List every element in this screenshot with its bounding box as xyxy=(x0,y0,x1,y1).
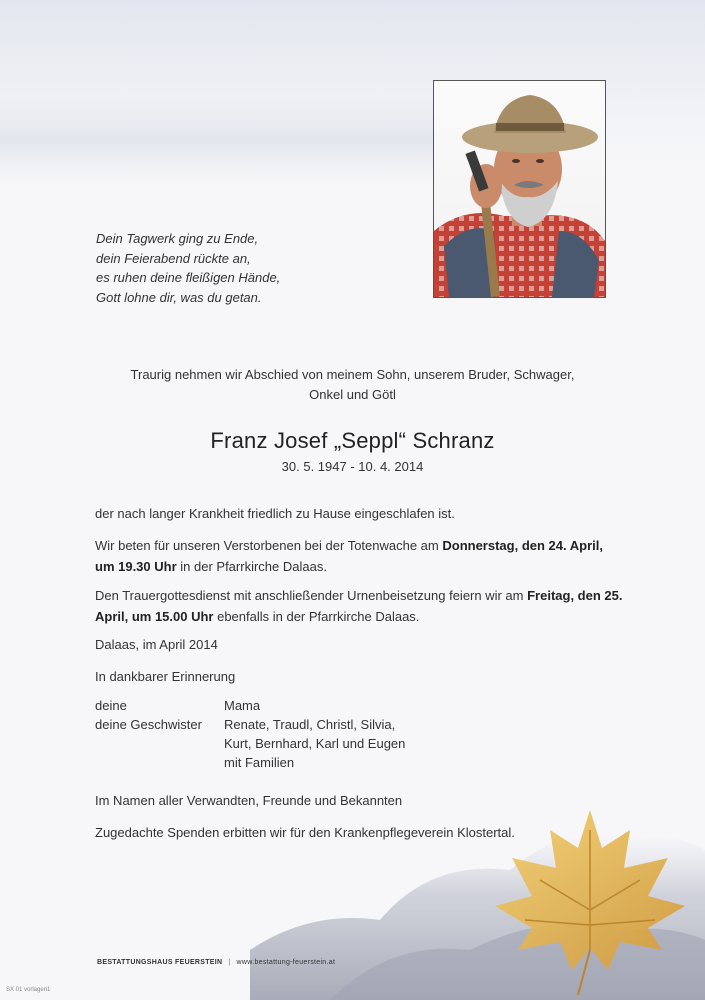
mountain-mist xyxy=(0,95,440,185)
mourner-row xyxy=(95,734,405,753)
funeral-paragraph xyxy=(95,585,625,627)
mourner-names: Mama xyxy=(224,698,261,713)
funeral-home-url[interactable]: www.bestattung-feuerstein.at xyxy=(236,959,336,966)
funeral-home-footer xyxy=(97,959,335,966)
intro-line-2: Onkel und Götl xyxy=(309,387,396,402)
funeral-location: ebenfalls in der Pfarrkirche Dalaas. xyxy=(213,609,420,624)
mourner-row xyxy=(95,715,405,734)
vigil-date: Donnerstag, den 24. April, um 19.30 Uhr xyxy=(95,538,603,574)
verse-line: Dein Tagwerk ging zu Ende, xyxy=(96,231,259,246)
memorial-verse xyxy=(96,229,396,307)
mourner-role xyxy=(95,753,224,772)
mourners-list xyxy=(95,696,405,772)
mourner-names: Kurt, Bernhard, Karl und Eugen xyxy=(224,736,406,751)
mourner-role: deine xyxy=(95,698,127,713)
rocks-and-leaf-decoration xyxy=(250,800,705,1000)
verse-line: es ruhen deine fleißigen Hände, xyxy=(96,270,281,285)
template-code: SX 01 vorlagen1 xyxy=(6,987,51,993)
vigil-text: Wir beten für unseren Verstorbenen bei der Totenwache am xyxy=(95,538,443,553)
funeral-home-name: BESTATTUNGSHAUS FEUERSTEIN xyxy=(97,959,223,966)
passing-note: der nach langer Krankheit friedlich zu Hause eingeschlafen ist. xyxy=(95,506,455,521)
announcement-intro xyxy=(60,365,645,405)
on-behalf-line: Im Namen aller Verwandten, Freunde und Bekannten xyxy=(95,793,403,808)
footer-separator: | xyxy=(228,959,231,966)
deceased-name: Franz Josef „Seppl“ Schranz xyxy=(210,428,495,453)
mourner-row xyxy=(95,696,405,715)
remembrance-line: In dankbarer Erinnerung xyxy=(95,669,236,684)
mourner-row xyxy=(95,753,405,772)
funeral-date: Freitag, den 25. April, um 15.00 Uhr xyxy=(95,588,623,624)
verse-line: Gott lohne dir, was du getan. xyxy=(96,289,262,305)
verse-line: dein Feierabend rückte an, xyxy=(96,250,251,266)
funeral-text: Den Trauergottesdienst mit anschließender Urnenbeisetzung feiern wir am xyxy=(95,588,528,603)
mourner-names: mit Familien xyxy=(224,755,295,770)
intro-line-1: Traurig nehmen wir Abschied von meinem Sohn, unserem Bruder, Schwager, xyxy=(130,367,575,382)
vigil-location: in der Pfarrkirche Dalaas. xyxy=(176,559,327,574)
vigil-paragraph xyxy=(95,535,625,577)
place-date: Dalaas, im April 2014 xyxy=(95,637,218,652)
portrait-illustration xyxy=(434,81,605,297)
mourner-role xyxy=(95,734,224,753)
donation-note: Zugedachte Spenden erbitten wir für den Krankenpflegeverein Klostertal. xyxy=(95,825,515,840)
mourner-role: deine Geschwister xyxy=(95,717,202,732)
life-dates: 30. 5. 1947 - 10. 4. 2014 xyxy=(281,459,424,474)
portrait-photo xyxy=(433,80,606,298)
mourner-names: Renate, Traudl, Christl, Silvia, xyxy=(224,717,396,732)
